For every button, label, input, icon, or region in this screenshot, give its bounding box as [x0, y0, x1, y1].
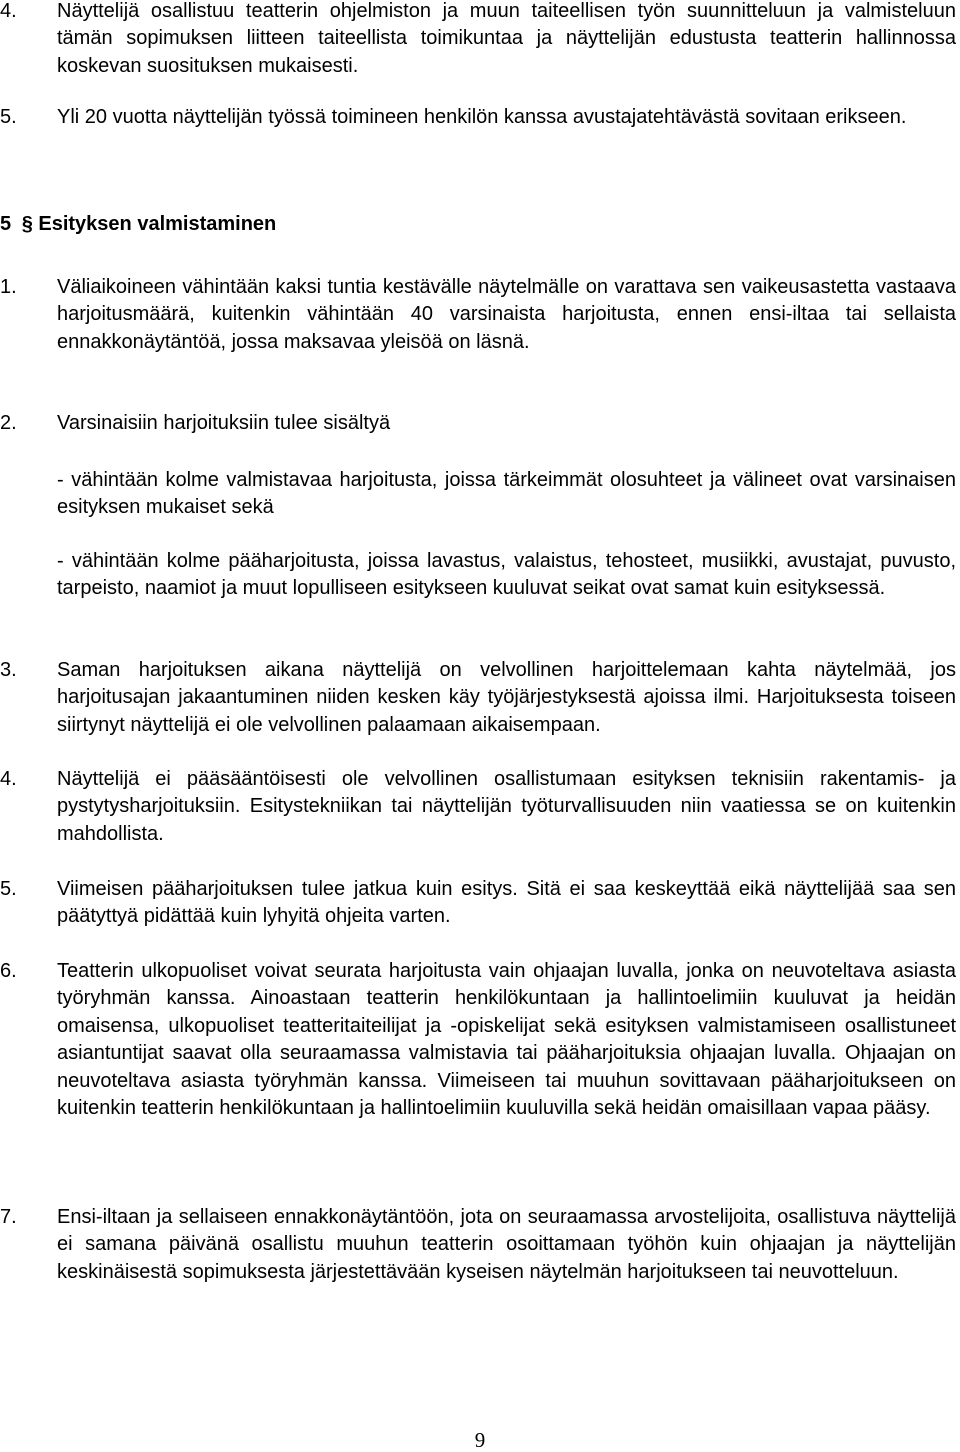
item-number: 1. [0, 276, 17, 298]
item-text: Ensi-iltaan ja sellaiseen ennakkonäytäntöön, jota on seuraamassa arvostelijoita, osallistuva näyttelijä ei samana päivänä osallistu muuhun teatterin osoittamaan työhön kuin ohjaajan ja näyttelijän keskinäisestä sopimuksesta järjestettävään kyseisen näytelmän harjoitukseen tai neuvotteluun. [57, 1206, 956, 1283]
list-item [0, 1204, 956, 1286]
section-heading [0, 211, 276, 238]
page-number: 9 [474, 1428, 486, 1452]
item-text: Teatterin ulkopuoliset voivat seurata harjoitusta vain ohjaajan luvalla, jonka on neuvoteltava asiasta työryhmän kanssa. Ainoastaan teatterin henkilökuntaan ja hallintoelimiin kuuluvat ja heidän omaisensa, ulkopuoliset teatteritaiteilijat ja -opiskelijat sekä esityksen valmistamiseen osallistuneet asiantuntijat saavat olla seuraamassa valmistavia tai pääharjoituksia ohjaajan luvalla. Ohjaajan on neuvoteltava asiasta työryhmän kanssa. Viimeiseen tai muuhun sovittavaan pääharjoitukseen on kuitenkin teatterin henkilökuntaan ja hallintoelimiin kuuluvilla sekä heidän omaisillaan vapaa pääsy. [57, 960, 956, 1120]
item-number: 6. [0, 960, 17, 982]
section-symbol: § [21, 213, 33, 235]
item-text: Väliaikoineen vähintään kaksi tuntia kestävälle näytelmälle on varattava sen vaikeusastetta vastaava harjoitusmäärä, kuitenkin vähintään 40 varsinaista harjoitusta, ennen ensi-iltaa tai sellaista ennakkonäytäntöä, jossa maksavaa yleisöä on läsnä. [57, 276, 956, 353]
item-text: Viimeisen pääharjoituksen tulee jatkua kuin esitys. Sitä ei saa keskeyttää eikä näyttelijää saa sen päätyttyä pidättää kuin lyhyitä ohjeita varten. [57, 878, 956, 928]
item-text: Näyttelijä osallistuu teatterin ohjelmiston ja muun taiteellisen työn suunnitteluun ja valmisteluun tämän sopimuksen liitteen taiteellista toimikuntaa ja näyttelijän edustusta teatterin hallinnossa koskevan suosituksen mukaisesti. [57, 0, 956, 77]
list-item [0, 958, 956, 1122]
list-item [0, 274, 956, 356]
list-item [0, 876, 956, 931]
sub-item: - vähintään kolme pääharjoitusta, joissa lavastus, valaistus, tehosteet, musiikki, avustajat, puvusto, tarpeisto, naamiot ja muut lopulliseen esitykseen kuuluvat seikat ovat samat kuin esityksessä. [57, 550, 956, 600]
item-text: Yli 20 vuotta näyttelijän työssä toimineen henkilön kanssa avustajatehtävästä sovitaan erikseen. [57, 106, 907, 128]
item-text: Näyttelijä ei pääsääntöisesti ole velvollinen osallistumaan esityksen teknisiin rakentamis- ja pystytysharjoituksiin. Esitystekniikan tai näyttelijän työturvallisuuden niin vaatiessa se on kuitenkin mahdollista. [57, 768, 956, 845]
sub-item: - vähintään kolme valmistavaa harjoitusta, joissa tärkeimmät olosuhteet ja välineet ovat varsinaisen esityksen mukaiset sekä [57, 469, 956, 519]
item-number: 3. [0, 659, 17, 681]
item-number: 5. [0, 106, 17, 128]
item-number: 2. [0, 412, 17, 434]
item-text: Varsinaisiin harjoituksiin tulee sisältyä [57, 412, 391, 434]
item-number: 4. [0, 768, 17, 790]
list-item [0, 104, 956, 131]
list-item [0, 657, 956, 739]
section-number: 5 [0, 213, 12, 235]
section-title: Esityksen valmistaminen [38, 213, 277, 235]
item-number: 5. [0, 878, 17, 900]
item-number: 4. [0, 0, 17, 22]
list-item [0, 0, 956, 80]
list-item [0, 410, 956, 437]
list-item [0, 766, 956, 848]
item-text: Saman harjoituksen aikana näyttelijä on velvollinen harjoittelemaan kahta näytelmää, jos harjoitusajan jakaantuminen niiden kesken käy työjärjestyksestä ajoissa ilmi. Harjoituksesta toiseen siirtynyt näyttelijä ei ole velvollinen palaamaan aikaisempaan. [57, 659, 956, 736]
item-number: 7. [0, 1206, 17, 1228]
